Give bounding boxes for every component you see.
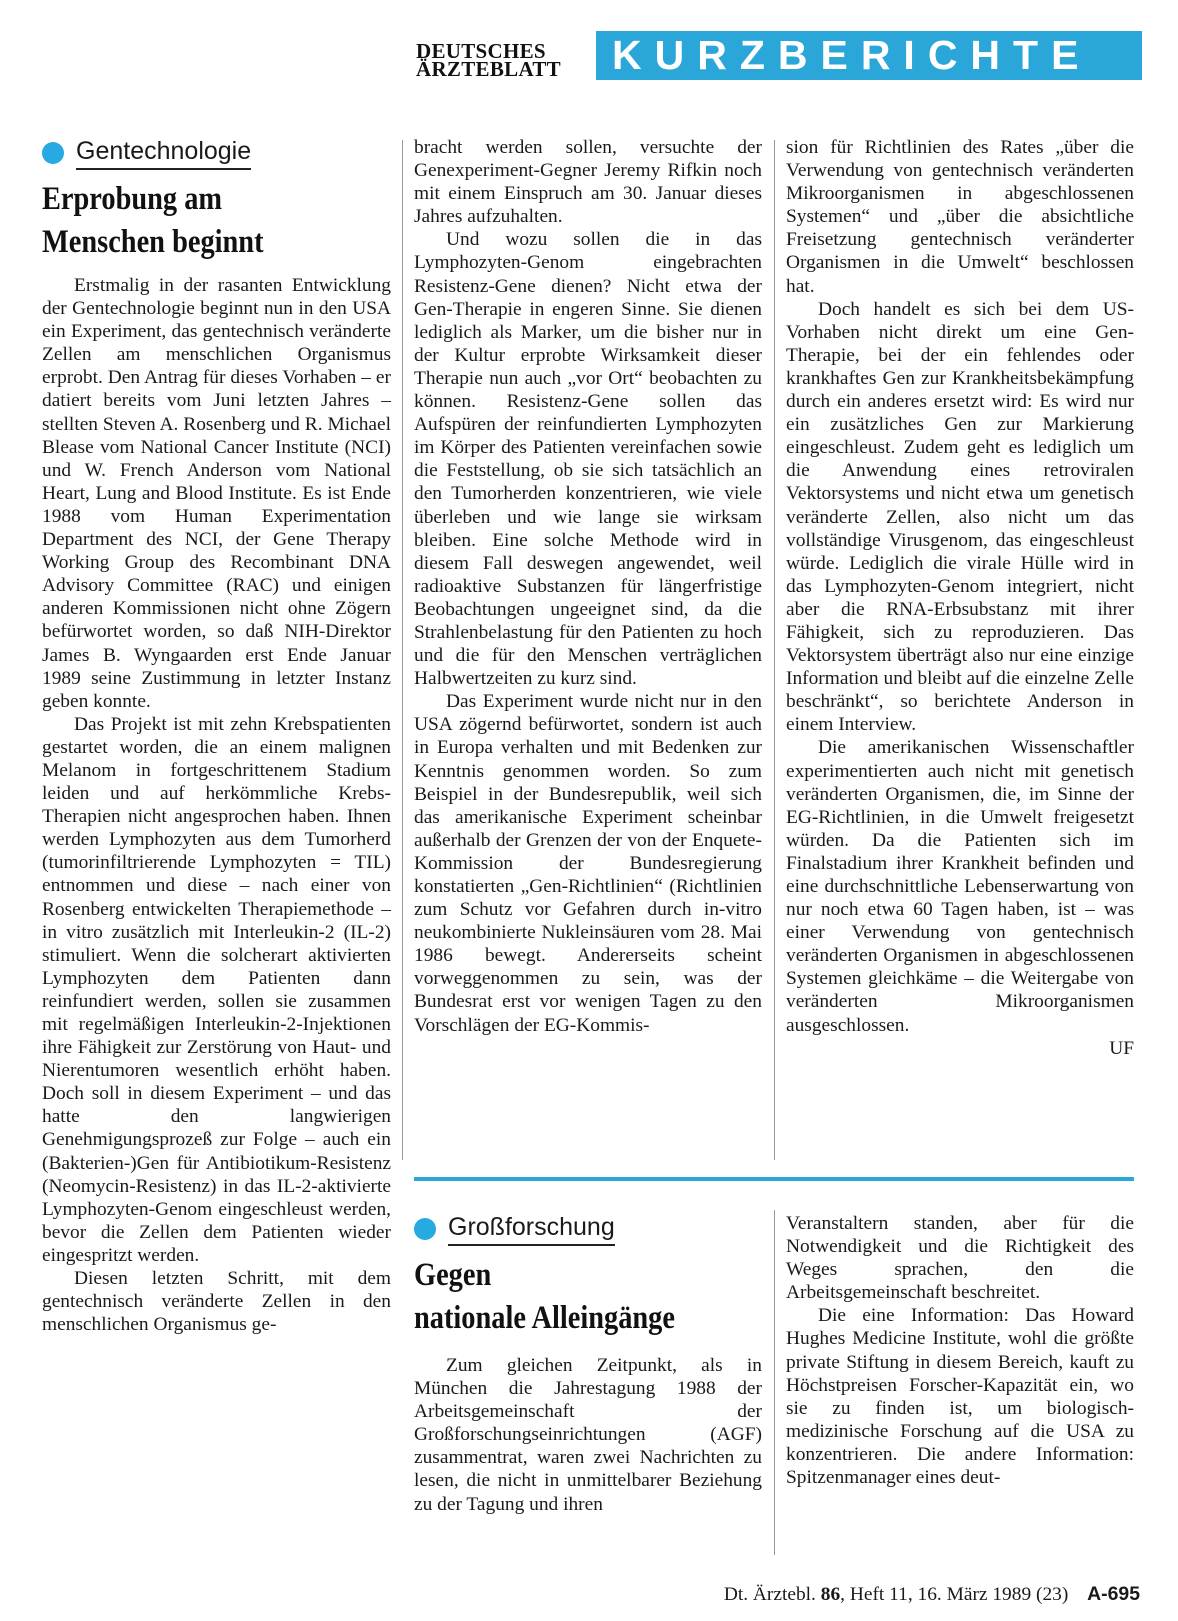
article2-category-label: Großforschung xyxy=(448,1212,615,1246)
article2-category xyxy=(414,1212,762,1246)
article1-column1 xyxy=(42,136,391,1336)
article2-paragraph: Zum gleichen Zeitpunkt, als in München die Jahrestagung 1988 der Arbeitsgemeinschaft der Großforschungseinrichtungen (AGF) zusammentrat, waren zwei Nachrichten zu lesen, die nicht in unmittelbarer Beziehung zu der Tagung und ihren xyxy=(414,1355,762,1515)
article1-column2 xyxy=(414,136,762,1037)
article2-paragraph: Die eine Information: Das Howard Hughes Medicine Institute, wohl die größte private Stiftung in diesem Bereich, kauft zu Höchstpreisen Forscher-Kapazität ein, wo sie zu finden ist, um biologisch-medizinische Forschung auf die USA zu konzentrieren. Die andere Information: Spitzenmanager eines deut- xyxy=(786,1305,1134,1489)
article1-paragraph: sion für Richtlinien des Rates „über die Verwendung von gentechnisch veränderten Mikroorganismen in abgeschlossenen Systemen“ und „über die absichtliche Freisetzung gentechnisch veränderter Organismen in die Umwelt“ beschlossen hat. xyxy=(786,137,1134,297)
article1-paragraph: Diesen letzten Schritt, mit dem gentechnisch veränderte Zellen in den menschlichen Organismus ge- xyxy=(42,1268,391,1336)
article1-headline-line2: Menschen beginnt xyxy=(42,224,264,260)
category-bullet-icon xyxy=(414,1218,436,1240)
article1-paragraph: Die amerikanischen Wissenschaftler experimentierten auch nicht mit genetisch veränderten Organismen, die, im Sinne der EG-Richtlinien, in die Umwelt freigesetzt würden. Da die Patienten sich im Finalstadium ihrer Krankheit befinden und eine durchschnittliche Lebenserwartung von nur noch etwa 60 Tagen haben, ist – was einer Verwendung von gentechnisch veränderten Organismen in abgeschlossenen Systemen gleichkäme – die Weitergabe von veränderten Mikroorganismen ausgeschlossen. xyxy=(786,737,1134,1036)
column-divider xyxy=(774,1210,775,1555)
column-divider xyxy=(774,140,775,1160)
article2-paragraph: Veranstaltern standen, aber für die Notwendigkeit und die Richtigkeit des Weges sprachen, den die Arbeitsgemeinschaft beschreitet. xyxy=(786,1213,1134,1304)
article1-category xyxy=(42,136,391,170)
article-separator xyxy=(414,1177,1134,1181)
footer-citation-prefix: Dt. Ärztebl. xyxy=(723,1584,821,1605)
article2-headline xyxy=(414,1254,762,1340)
article1-category-label: Gentechnologie xyxy=(76,136,251,170)
article1-column3 xyxy=(786,136,1134,1060)
column-divider xyxy=(402,140,403,1160)
page-footer xyxy=(724,1583,1140,1606)
article1-paragraph: bracht werden sollen, versuchte der Genexperiment-Gegner Jeremy Rifkin noch mit einem Einspruch am 30. Januar dieses Jahres aufzuhalten. xyxy=(414,137,762,228)
journal-name xyxy=(416,39,584,81)
article1-paragraph: Und wozu sollen die in das Lymphozyten-Genom eingebrachten Resistenz-Gene dienen? Nicht etwa der Gen-Therapie in engeren Sinne. Sie dienen lediglich als Marker, um die bisher nur in der Kultur erprobte Wirksamkeit dieser Therapie nun auch „vor Ort“ beobachten zu können. Resistenz-Gene sollen das Aufspüren der reinfundierten Lymphozyten im Körper des Patienten vereinfachen sowie die Feststellung, ob sie sich tatsächlich an den Tumorherden konzentrieren, wie viele überleben und wie lange sie wirksam bleiben. Eine solche Methode wird in diesem Fall deswegen angewendet, weil radioaktive Substanzen für längerfristige Beobachtungen ungeeignet sind, da die Strahlenbelastung für den Patienten zu hoch und die für den Menschen verträglichen Halbwertzeiten zu kurz sind. xyxy=(414,229,762,690)
journal-name-line2: ÄRZTEBLATT xyxy=(416,57,561,81)
footer-citation-suffix: , Heft 11, 16. März 1989 (23) xyxy=(840,1584,1069,1605)
article2-column2 xyxy=(414,1212,762,1516)
article1-headline-line1: Erprobung am xyxy=(42,181,223,217)
footer-volume: 86 xyxy=(820,1584,841,1605)
category-bullet-icon xyxy=(42,142,64,164)
section-title: KURZBERICHTE xyxy=(612,32,1092,78)
article1-paragraph: Doch handelt es sich bei dem US-Vorhaben nicht direkt um eine Gen-Therapie, bei der ein fehlendes oder krankhaftes Gen zur Krankheitsbekämpfung durch ein anderes ersetzt wird: Es wird nur ein zusätzliches Gen zur Markierung eingeschleust. Zudem geht es lediglich um die Anwendung eines retroviralen Vektorsystems und nicht etwa um genetisch veränderte Zellen, also nicht um das vollständige Virusgenom, das eingeschleust würde. Lediglich die virale Hülle wird in das Lymphozyten-Genom integriert, nicht aber die RNA-Erbsubstanz mit ihrer Fähigkeit, sich zu reproduzieren. Das Vektorsystem überträgt also nur eine einzige Information und bleibt auf die einzelne Zelle beschränkt“, so berichtete Anderson in einem Interview. xyxy=(786,298,1134,736)
article1-author-initials: UF xyxy=(1109,1037,1134,1059)
page-number: A-695 xyxy=(1087,1583,1140,1605)
article1-signature-row xyxy=(786,1037,1134,1060)
article2-column3 xyxy=(786,1212,1134,1489)
article2-headline-line1: Gegen xyxy=(414,1257,492,1293)
article1-paragraph: Erstmalig in der rasanten Entwicklung der Gentechnologie beginnt nun in den USA ein Experiment, das gentechnisch veränderte Zellen am menschlichen Organismus erprobt. Den Antrag für dieses Vorhaben – er datiert bereits vom Juni letzten Jahres – stellten Steven A. Rosenberg und R. Michael Blease vom National Cancer Institute (NCI) und W. French Anderson vom National Heart, Lung and Blood Institute. Es ist Ende 1988 vom Human Experimentation Department des NCI, der Gene Therapy Working Group des Recombinant DNA Advisory Committee (RAC) und einigen anderen Kommissionen nicht ohne Zögern befürwortet worden, so daß NIH-Direktor James B. Wyngaarden erst Ende Januar 1989 seine Zustimmung in letzter Instanz geben konnte. xyxy=(42,275,391,712)
journal-name-line1: DEUTSCHES xyxy=(416,39,546,63)
article1-paragraph: Das Projekt ist mit zehn Krebspatienten gestartet worden, die an einem malignen Melanom in fortgeschrittenem Stadium leiden und auf herkömmliche Krebs-Therapien nicht angesprochen haben. Ihnen werden Lymphozyten aus dem Tumorherd (tumorinfiltrierende Lymphozyten = TIL) entnommen und diese – nach einer von Rosenberg entwickelten Therapiemethode – in vitro zusätzlich mit Interleukin-2 (IL-2) stimuliert. Wenn die solcherart aktivierten Lymphozyten dem Patienten dann reinfundiert werden, sollen sie zusammen mit regelmäßigen Interleukin-2-Injektionen ihre Fähigkeit zur Zerstörung von Haut- und Nierentumoren wesentlich erhöht haben. Doch soll in diesem Experiment – und das hatte den langwierigen Genehmigungsprozeß zur Folge – auch ein (Bakterien-)Gen für Antibiotikum-Resistenz (Neomycin-Resistenz) in das IL-2-aktivierte Lymphozyten-Genom eingeschleust werden, bevor die Zellen dem Patienten wieder eingespritzt werden. xyxy=(42,713,391,1266)
article2-headline-line2: nationale Alleingänge xyxy=(414,1300,675,1336)
article1-paragraph: Das Experiment wurde nicht nur in den USA zögernd befürwortet, sondern ist auch in Europa verhalten und mit Bedenken zur Kenntnis genommen worden. So zum Beispiel in der Bundesrepublik, weil sich das amerikanische Experiment scheinbar außerhalb der Grenzen der von der Enquete-Kommission der Bundesregierung konstatierten „Gen-Richtlinien“ (Richtlinien zum Schutz vor Gefahren durch in-vitro neukombinierte Nukleinsäuren vom 28. Mai 1986 bewegt. Andererseits scheint vorweggenommen zu sein, was der Bundesrat erst vor wenigen Tagen zu den Vorschlägen der EG-Kommis- xyxy=(414,691,762,1036)
article1-headline xyxy=(42,178,391,264)
